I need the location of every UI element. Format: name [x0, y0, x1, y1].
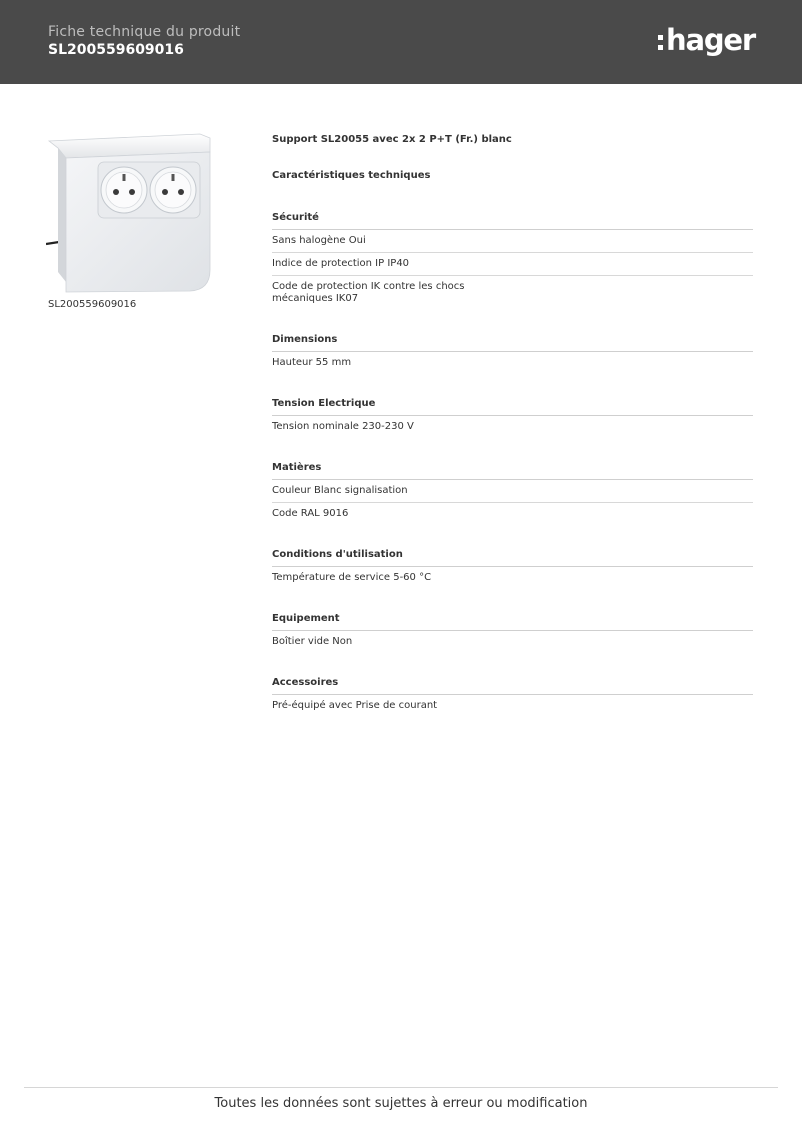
header-subtitle: Fiche technique du produit — [48, 24, 241, 40]
spec-value: Couleur Blanc signalisation — [272, 485, 408, 496]
spec-content — [272, 133, 753, 717]
section-title: Tension Electrique — [272, 397, 753, 416]
spec-row — [272, 230, 753, 253]
spec-row — [272, 416, 753, 438]
section-dimensions — [272, 333, 753, 374]
spec-value: Code de protection IK contre les chocs mécaniques IK07 — [272, 281, 465, 304]
spec-row — [272, 480, 753, 503]
section-accessoires — [272, 676, 753, 717]
section-title: Accessoires — [272, 676, 753, 695]
section-title: Conditions d'utilisation — [272, 548, 753, 567]
spec-value: Sans halogène Oui — [272, 235, 366, 246]
spec-value: Indice de protection IP IP40 — [272, 258, 410, 269]
section-title: Equipement — [272, 612, 753, 631]
socket-product-image — [46, 132, 214, 294]
spec-row — [272, 503, 753, 525]
section-title: Sécurité — [272, 211, 753, 230]
footer-divider — [24, 1087, 778, 1088]
image-caption: SL200559609016 — [48, 299, 137, 310]
hager-logo-icon — [658, 22, 755, 58]
spec-row — [272, 695, 753, 717]
section-matieres — [272, 461, 753, 525]
spec-value: Pré-équipé avec Prise de courant — [272, 700, 438, 711]
section-title: Dimensions — [272, 333, 753, 352]
page-header — [0, 0, 802, 84]
spec-row — [272, 253, 753, 276]
spec-value: Température de service 5-60 °C — [272, 572, 432, 583]
logo-colon — [658, 35, 663, 50]
spec-row — [272, 631, 753, 653]
product-title: Support SL20055 avec 2x 2 P+T (Fr.) blanc — [272, 134, 512, 145]
footer-disclaimer: Toutes les données sont sujettes à erreur ou modification — [214, 1096, 588, 1111]
section-securite — [272, 211, 753, 310]
spec-row — [272, 276, 753, 310]
spec-row — [272, 567, 753, 589]
spec-row — [272, 352, 753, 374]
section-conditions — [272, 548, 753, 589]
spec-value: Tension nominale 230-230 V — [272, 421, 414, 432]
logo-text: hager — [666, 22, 755, 57]
spec-value: Code RAL 9016 — [272, 508, 349, 519]
tech-heading: Caractéristiques techniques — [272, 170, 431, 181]
section-title: Matières — [272, 461, 753, 480]
section-tension — [272, 397, 753, 438]
spec-value: Hauteur 55 mm — [272, 357, 352, 368]
section-equipement — [272, 612, 753, 653]
spec-value: Boîtier vide Non — [272, 636, 353, 647]
header-product-code: SL200559609016 — [48, 42, 184, 58]
